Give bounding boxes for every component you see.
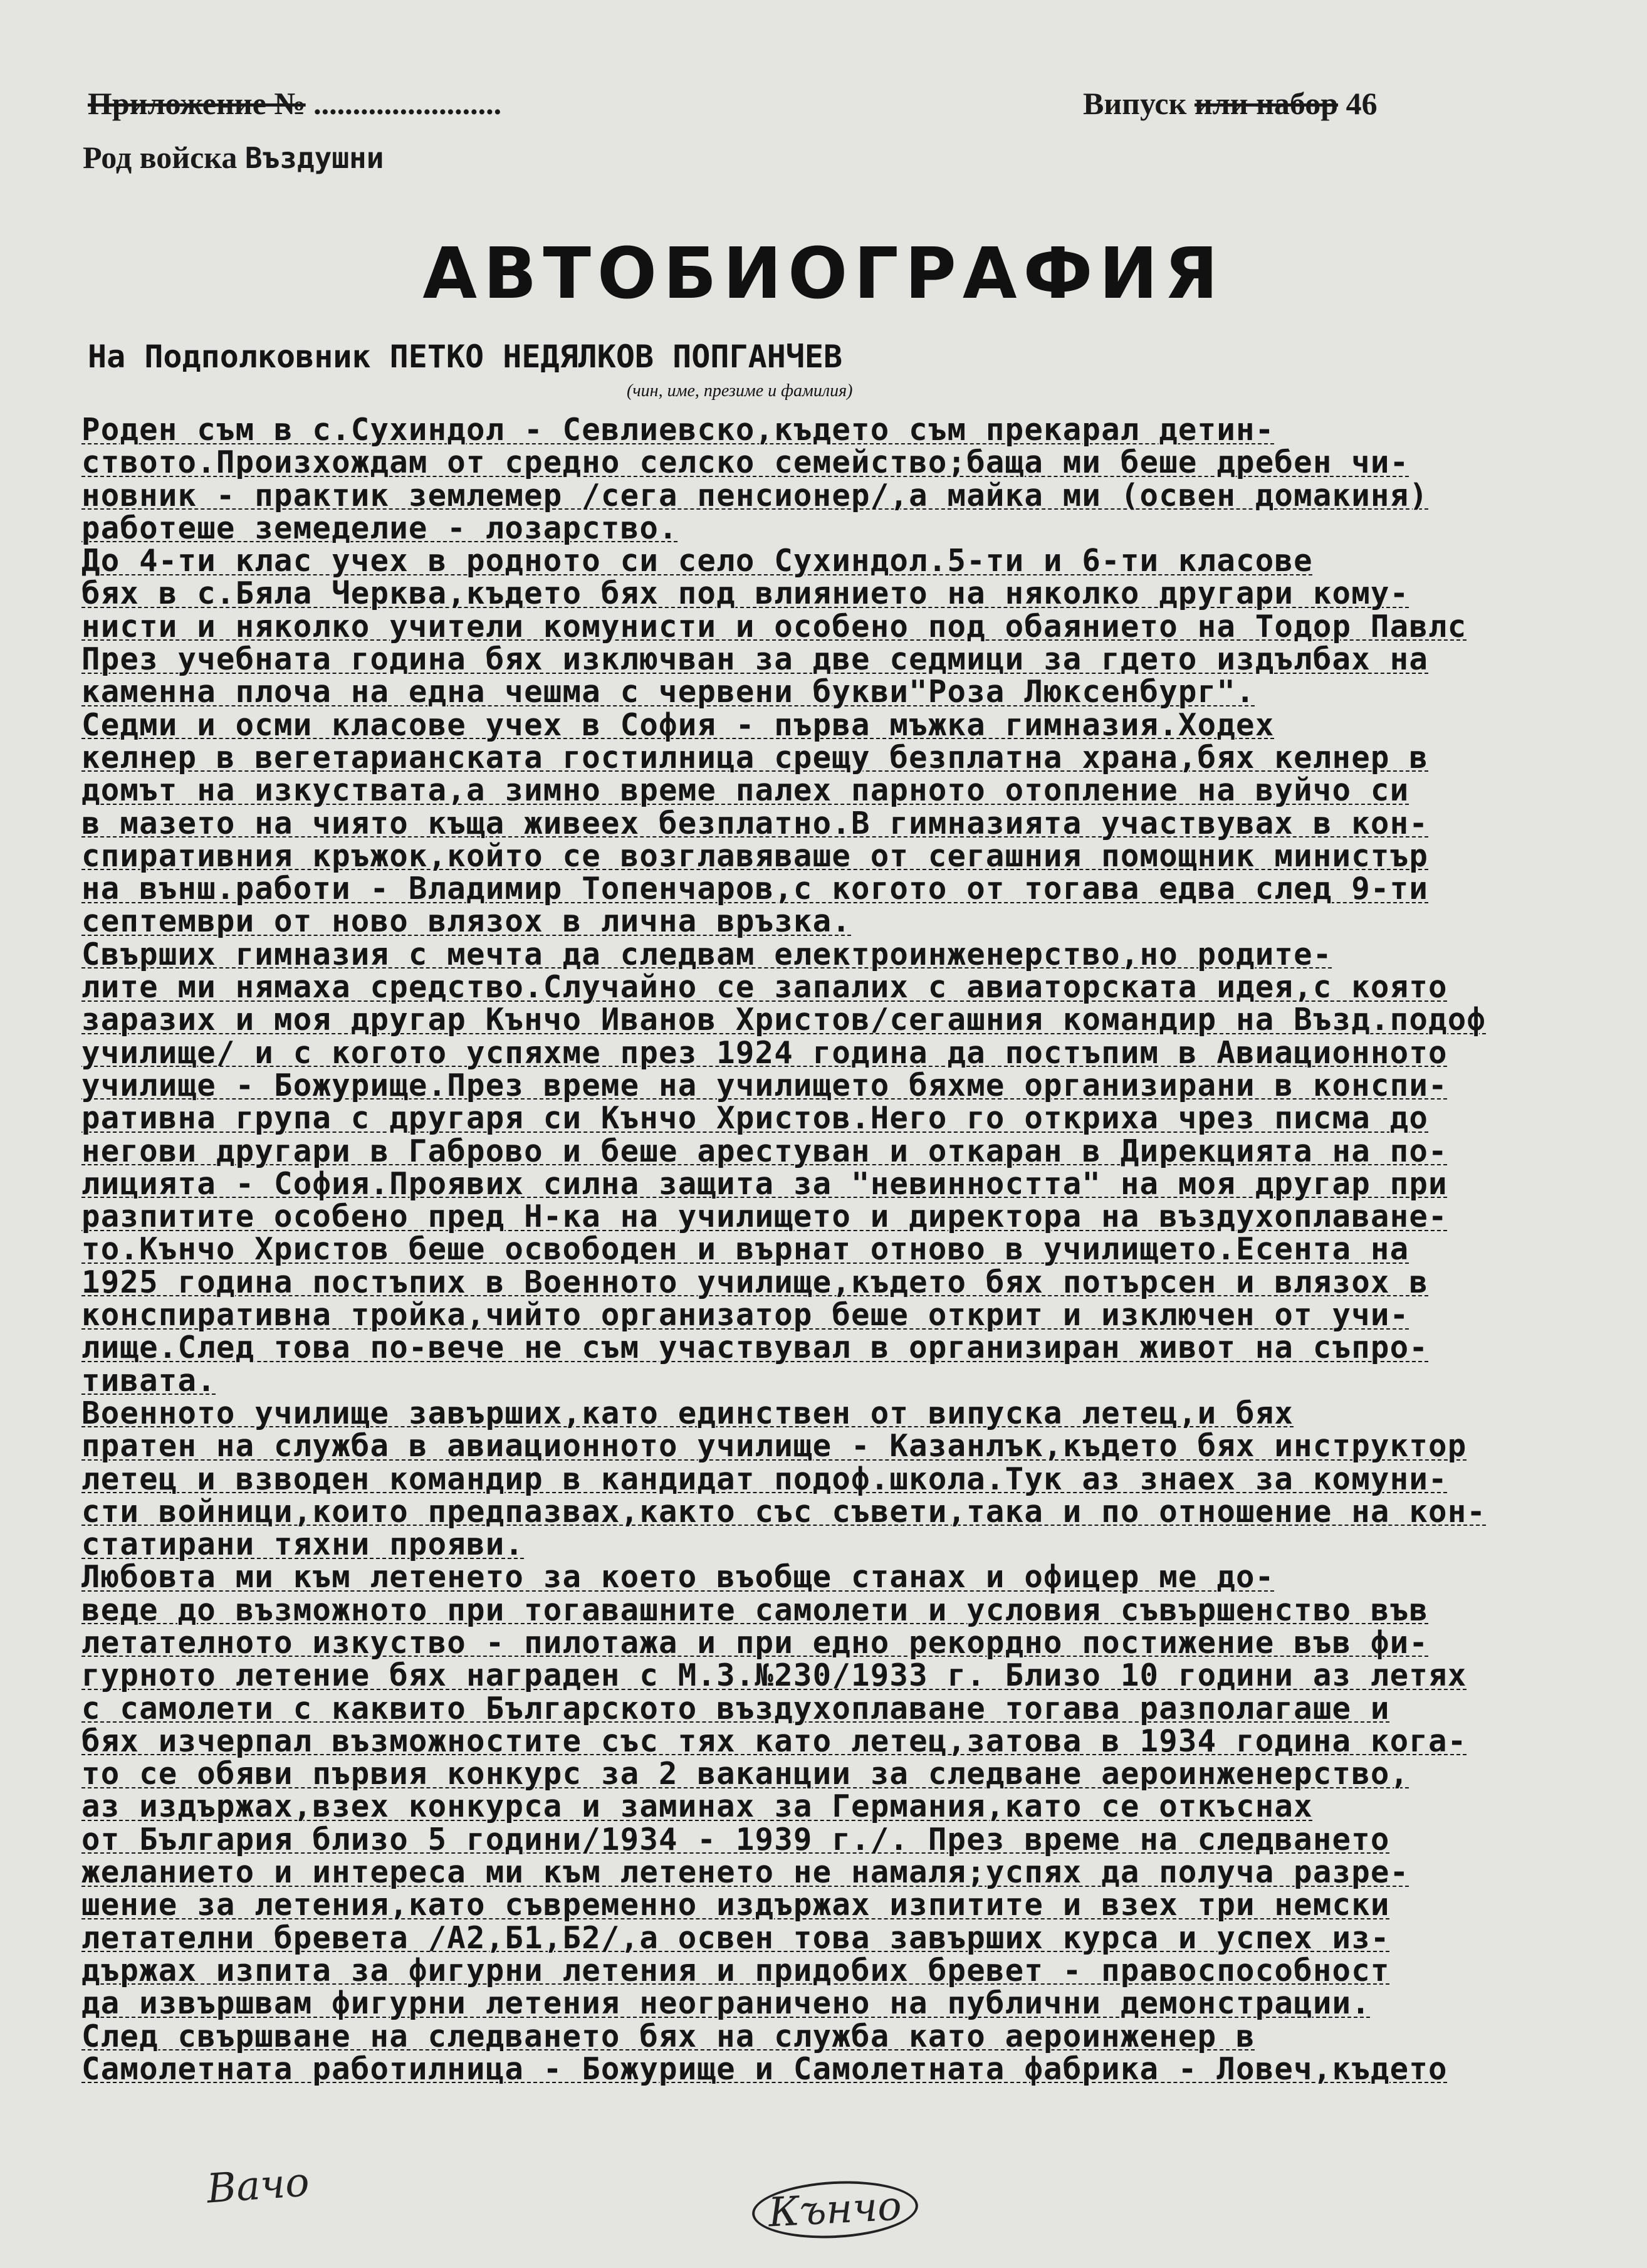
body-line: разпитите особено пред Н-ка на училището и директора на въздухоплаване-: [81, 1199, 1448, 1235]
body-line: бях изчерпал възможностите със тях като летец,затова в 1934 година кога-: [81, 1723, 1467, 1759]
body-line: бях в с.Бяла Черква,където бях под влиянието на няколко другари кому-: [81, 575, 1409, 612]
body-line: училище/ и с когото успяхме през 1924 година да постъпим в Авиационното: [81, 1034, 1448, 1071]
body-line: то.Кънчо Христов беше освободен и върнат отново в училището.Есента на: [81, 1231, 1409, 1268]
attachment-number-label: [88, 85, 501, 122]
body-line: Любовта ми към летенето за което въобще станах и офицер ме до-: [81, 1559, 1275, 1595]
body-line: Военното училище завърших,като единствен от випуска летец,и бях: [81, 1395, 1294, 1431]
body-line: Свърших гимназия с мечта да следвам електроинженерство,но родите-: [81, 936, 1332, 972]
body-line: 1925 година постъпих в Военното училище,където бях потърсен и влязох в: [81, 1264, 1429, 1300]
body-line: то се обяви първия конкурс за 2 ваканции за следване аероинженерство,: [81, 1756, 1409, 1792]
class-label: Випуск: [1083, 86, 1195, 121]
body-line: нисти и няколко учители комунисти и особено под обаянието на Тодор Павлс: [81, 608, 1467, 644]
document-title: АВТОБИОГРАФИЯ: [422, 233, 1225, 315]
body-line: сти войници,които предпазвах,както със съвети,така и по отношение на кон-: [81, 1493, 1487, 1530]
body-line: аз издържах,взех конкурса и заминах за Германия,като се откъснах: [81, 1788, 1313, 1825]
body-line: летец и взводен командир в кандидат подоф.школа.Тук аз знаех за комуни-: [81, 1461, 1448, 1497]
author-line: [88, 339, 842, 375]
body-line: негови другари в Габрово и беше арестуван и откаран в Дирекцията на по-: [81, 1133, 1448, 1169]
body-line: летателни бревета /А2,Б1,Б2/,а освен това завърших курса и успех из-: [81, 1919, 1390, 1956]
body-line: статирани тяхни прояви.: [81, 1526, 525, 1563]
class-struck-text: или набор: [1194, 86, 1339, 121]
body-line: заразих и моя другар Кънчо Иванов Христов/сегашния командир на Възд.подоф: [81, 1002, 1487, 1038]
body-line: ративна група с другаря си Кънчо Христов.Него го откриха чрез писма до: [81, 1100, 1429, 1137]
body-line: келнер в вегетарианската гостилница срещу безплатна храна,бях келнер в: [81, 739, 1429, 775]
body-line: гурното летение бях награден с М.З.№230/1933 г. Близо 10 години аз летях: [81, 1657, 1467, 1694]
body-line: домът на изкуствата,а зимно време палех парното отопление на вуйчо си: [81, 772, 1409, 809]
body-line: летателното изкуство - пилотажа и при едно рекордно постижение във фи-: [81, 1624, 1429, 1661]
body-line: Самолетната работилница - Божурище и Самолетната фабрика - Ловеч,където: [81, 2050, 1448, 2087]
body-line: работеше земеделие - лозарство.: [81, 510, 678, 546]
body-line: До 4-ти клас учех в родното си село Сухиндол.5-ти и 6-ти класове: [81, 543, 1313, 579]
body-line: конспиративна тройка,чийто организатор беше открит и изключен от учи-: [81, 1297, 1409, 1333]
branch-label: Род войска: [83, 140, 245, 175]
body-line: на външ.работи - Владимир Топенчаров,с когото от тогава едва след 9-ти: [81, 871, 1429, 907]
body-line: ството.Произхождам от средно селско семейство;баща ми беше дребен чи-: [81, 444, 1409, 481]
signature-left: Вачо: [205, 2159, 311, 2213]
body-line: тивата.: [81, 1362, 216, 1399]
body-line: След свършване на следването бях на служба като аероинженер в: [81, 2018, 1255, 2054]
signature-right: Кънчо: [751, 2177, 919, 2242]
body-line: лите ми нямаха средство.Случайно се запалих с авиаторската идея,с която: [81, 969, 1448, 1005]
body-line: Седми и осми класове учех в София - първа мъжка гимназия.Ходех: [81, 706, 1275, 743]
body-line: През учебната година бях изключван за две седмици за гдето издълбах на: [81, 641, 1429, 678]
body-line: в мазето на чиято къща живеех безплатно.В гимназията участвувах в кон-: [81, 805, 1429, 841]
body-line: веде до възможното при тогавашните самолети и условия съвършенство във: [81, 1592, 1429, 1628]
attachment-label: Приложение №: [88, 86, 306, 121]
body-line: желанието и интереса ми към летенето не намаля;успях да получа разре-: [81, 1854, 1409, 1891]
body-line: Роден съм в с.Сухиндол - Севлиевско,където съм прекарал детин-: [81, 412, 1275, 448]
class-number-value: 46: [1338, 86, 1378, 121]
author-name: Подполковник ПЕТКО НЕДЯЛКОВ ПОПГАНЧЕВ: [144, 339, 843, 375]
class-number: [1083, 85, 1378, 122]
branch-value: Въздушни: [244, 141, 384, 175]
body-line: от България близо 5 години/1934 - 1939 г./. През време на следването: [81, 1821, 1390, 1857]
body-line: септември от ново влязох в лична връзка.: [81, 903, 852, 940]
body-line: новник - практик землемер /сега пенсионер/,а майка ми (освен домакиня): [81, 477, 1429, 513]
body-line: да извършвам фигурни летения неограничено на публични демонстрации.: [81, 1985, 1371, 2022]
body-line: държах изпита за фигурни летения и придобих бревет - правоспособност: [81, 1952, 1390, 1988]
body-line: каменна плоча на една чешма с червени букви"Роза Люксенбург".: [81, 674, 1255, 710]
typed-body-text: [81, 414, 1629, 2086]
body-line: училище - Божурище.През време на училището бяхме организирани в конспи-: [81, 1067, 1448, 1103]
author-caption: (чин, име, презиме и фамилия): [627, 381, 853, 401]
author-prefix: На: [88, 339, 145, 375]
attachment-dots: ........................: [305, 86, 502, 121]
body-line: лище.След това по-вече не съм участвувал в организиран живот на съпро-: [81, 1330, 1429, 1366]
body-line: спиративния кръжок,който се возглавяваше от сегашния помощник министър: [81, 837, 1429, 874]
body-line: с самолети с каквито Българското въздухоплаване тогава разполагаше и: [81, 1690, 1390, 1726]
body-line: лицията - София.Проявих силна защита за "невинността" на моя другар при: [81, 1165, 1448, 1202]
body-line: пратен на служба в авиационното училище - Казанлък,където бях инструктор: [81, 1428, 1467, 1464]
service-branch: [83, 139, 384, 176]
body-line: шение за летения,като съвременно издържах изпитите и взех три немски: [81, 1887, 1390, 1923]
